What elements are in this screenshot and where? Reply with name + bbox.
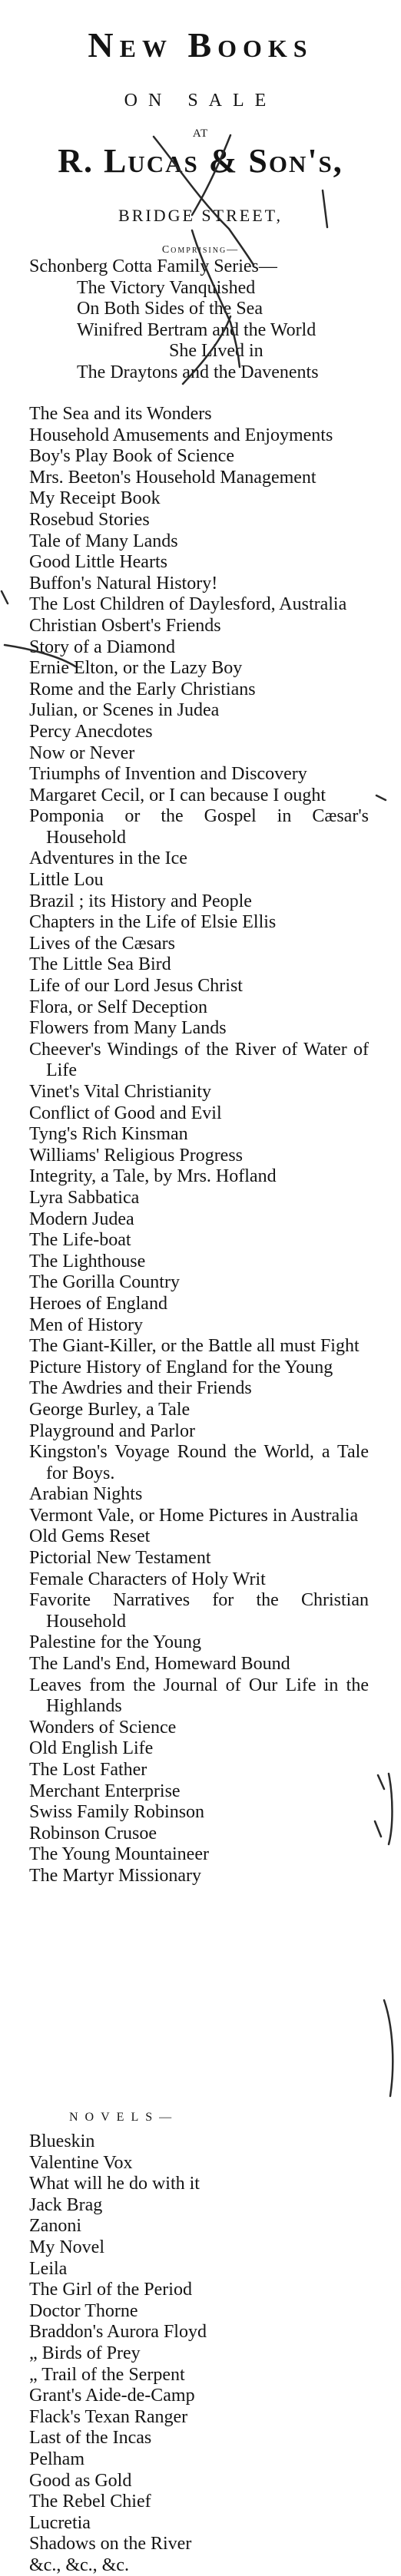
pen-stroke bbox=[375, 1821, 381, 1837]
series-item: She Lived in bbox=[169, 341, 263, 362]
comprising-line: Comprising— bbox=[161, 244, 240, 256]
firm-name: R. Lucas & Son's, bbox=[58, 142, 343, 180]
book-title: Wonders of Science bbox=[29, 1717, 177, 1738]
book-title: Pomponia or the Gospel in Cæsar's Household bbox=[29, 806, 369, 848]
book-title: The Sea and its Wonders bbox=[29, 404, 212, 424]
book-title: Leaves from the Journal of Our Life in the Highlands bbox=[29, 1675, 369, 1717]
book-title: Little Lou bbox=[29, 870, 104, 891]
book-title: Flora, or Self Deception bbox=[29, 997, 207, 1017]
book-title: Arabian Nights bbox=[29, 1484, 143, 1505]
book-title: Pictorial New Testament bbox=[29, 1548, 211, 1569]
book-title: Integrity, a Tale, by Mrs. Hofland bbox=[29, 1166, 277, 1187]
book-title: Flowers from Many Lands bbox=[29, 1018, 227, 1039]
pen-stroke bbox=[384, 2000, 393, 2096]
street-line: BRIDGE STREET, bbox=[118, 206, 283, 225]
novel-title: Shadows on the River bbox=[29, 2534, 192, 2555]
book-title: Playground and Parlor bbox=[29, 1420, 195, 1441]
book-title: Conflict of Good and Evil bbox=[29, 1103, 222, 1123]
at-line: AT bbox=[192, 127, 209, 140]
book-title: Tale of Many Lands bbox=[29, 531, 178, 551]
pen-stroke bbox=[154, 137, 254, 265]
book-title: Now or Never bbox=[29, 742, 135, 763]
book-title: The Land's End, Homeward Bound bbox=[29, 1654, 290, 1675]
book-title: The Lost Children of Daylesford, Australia bbox=[29, 594, 347, 615]
book-title: The Young Mountaineer bbox=[29, 1844, 209, 1865]
book-title: Vermont Vale, or Home Pictures in Australia bbox=[29, 1505, 359, 1526]
series-item: Winifred Bertram and the World bbox=[77, 319, 316, 340]
book-title: Rosebud Stories bbox=[29, 509, 150, 530]
book-title: Mrs. Beeton's Household Management bbox=[29, 467, 316, 488]
novel-title: My Novel bbox=[29, 2237, 104, 2257]
novel-title: Good as Gold bbox=[29, 2470, 132, 2491]
book-title: Household Amusements and Enjoyments bbox=[29, 425, 333, 445]
novel-title: Leila bbox=[29, 2258, 68, 2279]
book-title: Swiss Family Robinson bbox=[29, 1802, 205, 1823]
book-title: Boy's Play Book of Science bbox=[29, 446, 234, 467]
book-title: Heroes of England bbox=[29, 1293, 167, 1314]
book-title: Christian Osbert's Friends bbox=[29, 615, 221, 636]
novel-title: Lucretia bbox=[29, 2512, 91, 2533]
book-title: Kingston's Voyage Round the World, a Tale for Boys. bbox=[29, 1442, 369, 1483]
book-title: Williams' Religious Progress bbox=[29, 1145, 244, 1166]
book-title: Rome and the Early Christians bbox=[29, 679, 256, 699]
book-title: Buffon's Natural History! bbox=[29, 573, 218, 594]
novel-title: Grant's Aide-de-Camp bbox=[29, 2386, 195, 2406]
book-title: Tyng's Rich Kinsman bbox=[29, 1124, 188, 1145]
book-title: Palestine for the Young bbox=[29, 1632, 201, 1653]
novel-title: Pelham bbox=[29, 2449, 85, 2469]
series-item: On Both Sides of the Sea bbox=[77, 299, 263, 319]
book-title: George Burley, a Tale bbox=[29, 1399, 191, 1420]
book-title: Percy Anecdotes bbox=[29, 721, 153, 742]
book-title: Picture History of England for the Young bbox=[29, 1357, 333, 1377]
book-title: Merchant Enterprise bbox=[29, 1781, 181, 1801]
pen-stroke bbox=[5, 645, 75, 666]
book-title: Good Little Hearts bbox=[29, 552, 167, 573]
novels-heading: NOVELS— bbox=[69, 2111, 179, 2124]
book-title: The Gorilla Country bbox=[29, 1272, 180, 1293]
pen-stroke bbox=[192, 135, 230, 215]
book-title: Lives of the Cæsars bbox=[29, 933, 175, 954]
series-heading: Schonberg Cotta Family Series— bbox=[29, 256, 277, 276]
on-sale-line: ON SALE bbox=[124, 91, 277, 111]
book-title: The Lost Father bbox=[29, 1760, 147, 1780]
book-title: Old English Life bbox=[29, 1738, 154, 1759]
book-title: The Awdries and their Friends bbox=[29, 1378, 252, 1399]
novel-title: The Rebel Chief bbox=[29, 2492, 151, 2512]
book-title: Brazil ; its History and People bbox=[29, 891, 252, 911]
book-title: Female Characters of Holy Writ bbox=[29, 1569, 266, 1589]
novel-title: Jack Brag bbox=[29, 2194, 103, 2215]
pen-stroke bbox=[183, 316, 230, 384]
book-title: Margaret Cecil, or I can because I ought bbox=[29, 785, 326, 805]
pen-stroke bbox=[2, 591, 8, 603]
series-item: The Draytons and the Davenents bbox=[77, 362, 319, 382]
book-title: The Martyr Missionary bbox=[29, 1865, 201, 1886]
book-title: Story of a Diamond bbox=[29, 637, 175, 657]
novel-title: &c., &c., &c. bbox=[29, 2555, 129, 2575]
novel-title: Doctor Thorne bbox=[29, 2300, 138, 2321]
book-title: Men of History bbox=[29, 1314, 143, 1335]
series-item: The Victory Vanquished bbox=[77, 277, 256, 298]
novel-title: „ Trail of the Serpent bbox=[29, 2364, 185, 2385]
book-title: My Receipt Book bbox=[29, 488, 161, 509]
novel-title: Blueskin bbox=[29, 2131, 95, 2151]
advert-title: New Books bbox=[88, 25, 313, 64]
book-title: Triumphs of Invention and Discovery bbox=[29, 764, 307, 785]
novel-title: Last of the Incas bbox=[29, 2428, 152, 2449]
book-title: The Life-boat bbox=[29, 1230, 131, 1251]
book-title: The Little Sea Bird bbox=[29, 954, 171, 975]
pen-stroke bbox=[192, 230, 240, 367]
novel-title: The Girl of the Period bbox=[29, 2280, 192, 2300]
novel-title: Zanoni bbox=[29, 2216, 81, 2237]
novel-title: „ Birds of Prey bbox=[29, 2343, 141, 2363]
book-title: Lyra Sabbatica bbox=[29, 1187, 140, 1208]
book-title: Vinet's Vital Christianity bbox=[29, 1082, 211, 1102]
pen-stroke bbox=[376, 795, 386, 800]
book-title: Cheever's Windings of the River of Water of Life bbox=[29, 1039, 369, 1081]
book-title: Ernie Elton, or the Lazy Boy bbox=[29, 658, 243, 679]
book-title: Favorite Narratives for the Christian Household bbox=[29, 1590, 369, 1632]
novel-title: Braddon's Aurora Floyd bbox=[29, 2322, 207, 2343]
book-title: Adventures in the Ice bbox=[29, 848, 187, 869]
book-title: Modern Judea bbox=[29, 1209, 134, 1229]
novel-title: What will he do with it bbox=[29, 2174, 200, 2194]
book-title: Julian, or Scenes in Judea bbox=[29, 700, 220, 721]
pen-stroke bbox=[378, 1775, 384, 1789]
book-title: Robinson Crusoe bbox=[29, 1823, 157, 1844]
pen-stroke bbox=[323, 190, 327, 227]
book-title: Life of our Lord Jesus Christ bbox=[29, 976, 243, 997]
novel-title: Valentine Vox bbox=[29, 2152, 133, 2173]
book-title: The Giant-Killer, or the Battle all must Fight bbox=[29, 1336, 360, 1357]
book-title: Chapters in the Life of Elsie Ellis bbox=[29, 912, 277, 933]
novel-title: Flack's Texan Ranger bbox=[29, 2406, 188, 2427]
book-title: The Lighthouse bbox=[29, 1251, 146, 1271]
pen-stroke bbox=[389, 1774, 393, 1844]
book-title: Old Gems Reset bbox=[29, 1526, 151, 1547]
